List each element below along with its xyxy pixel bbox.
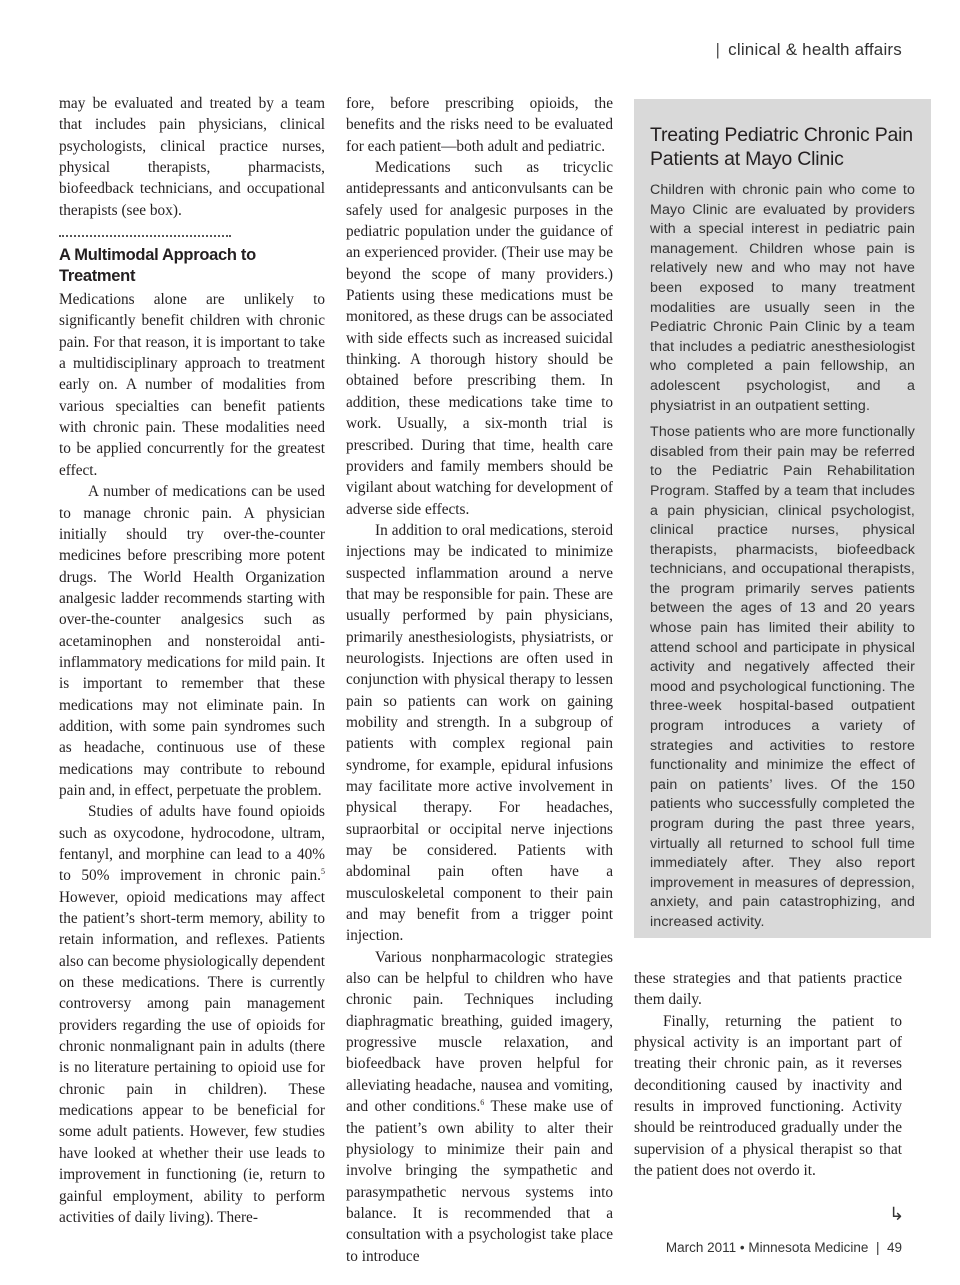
paragraph-text: Various nonpharmacologic strategies also can be helpful to children who have chronic pain. Techniques including diaphragmatic breathing, guided imagery, progressive muscle relaxation, and biofeedback have proven helpful for alleviating headache, nausea and vomiting, and other conditions. (346, 948, 613, 1116)
column-1 (59, 93, 325, 1228)
paragraph-text: Studies of adults have found opioids such as oxycodone, hydrocodone, ultram, fentanyl, and morphine can lead to a 40% to 50% improvement in chronic pain. (59, 803, 325, 885)
continued-arrow-icon: ↳ (889, 1204, 905, 1224)
footer-divider: | (872, 1240, 884, 1255)
column-2 (346, 93, 613, 1267)
running-head (716, 40, 902, 60)
paragraph: Finally, returning the patient to physical activity is an important part of treating their chronic pain, as it reverses deconditioning caused by inactivity and results in improved functioning. Activity should be reintroduced gradually under the supervision of a physical therapist so that the patient does not overdo it. (634, 1012, 902, 1180)
paragraph: these strategies and that patients practice them daily. (634, 970, 902, 1009)
page-footer (666, 1240, 902, 1255)
header-divider: | (715, 40, 721, 59)
paragraph: fore, before prescribing opioids, the benefits and the risks need to be evaluated for each patient—both adult and pediatric. (346, 95, 613, 155)
reference-superscript[interactable]: 5 (321, 867, 325, 877)
paragraph-text: However, opioid medications may affect the patient’s short-term memory, ability to retain information, and reflexes. Patients also can become physiologically dependent on these medications. There is currently controversy among pain management providers regarding the use of opioids for chronic nonmalignant pain in adults (there is no literature pertaining to opioid use for chronic pain in children). These medications appear to be beneficial for some adult patients. However, few studies have looked at whether their use leads to improvement in functioning (ie, return to gainful employment, ability to perform activities of daily living). There- (59, 888, 325, 1226)
issue-info: March 2011 • Minnesota Medicine (665, 1240, 869, 1255)
paragraph (59, 801, 325, 1228)
column-3 (634, 968, 902, 1181)
sidebar-paragraph: Those patients who are more functionally disabled from their pain may be referred to the Pediatric Pain Rehabilitation Program. Staffed by a team that includes a pain physician, clinical psychologist, clinical practice nurses, physical therapists, pharmacists, biofeedback technicians, and occupational therapists, the program primarily serves patients between the ages of 13 and 20 years whose pain has limited their ability to attend school and participate in physical activity and negatively affected their mood and psychological functioning. The three-week hospital-based outpatient program introduces a variety of strategies and activities to restore functionality and minimize the effect of pain on patients’ lives. Of the 150 patients who successfully completed the program during the past three years, virtually all returned to school full time immediately after. They also report improvement in measures of depression, anxiety, and pain catastrophizing, and increased activity. (650, 424, 915, 930)
sidebar-paragraph: Children with chronic pain who come to Mayo Clinic are evaluated by providers with a special interest in pediatric pain management. Children whose pain is relatively new and who may not have been exposed to many treatment modalities are usually seen in the Pediatric Chronic Pain Clinic by a team that includes a pediatric anesthesiologist who completed a pain fellowship, an adolescent psychologist, and a physiatrist in an outpatient setting. (650, 182, 915, 414)
paragraph: may be evaluated and treated by a team that includes pain physicians, clinical psychologists, clinical practice nurses, physical therapists, pharmacists, biofeedback technicians, and occupational therapists (see box). (59, 95, 325, 219)
paragraph: Medications alone are unlikely to significantly benefit children with chronic pain. For that reason, it is important to take a multidisciplinary approach to treatment early on. A number of modalities from various specialties can benefit patients with chronic pain. These modalities need to be applied concurrently for the greatest effect. (59, 291, 325, 479)
page-number: 49 (886, 1240, 902, 1255)
sidebar-box (634, 99, 931, 938)
paragraph (346, 947, 613, 1267)
paragraph: Medications such as tricyclic antidepressants and anticonvulsants can be safely used for analgesic purposes in the pediatric population under the guidance of an experienced provider. (Their use may be beyond the scope of many providers.) Patients using these medications must be monitored, as these drugs can be associated with side effects such as increased suicidal thinking. A thorough history should be obtained before prescribing them. In addition, these medications take time to work. Usually, a six-month trial is prescribed. During that time, health care providers and family members should be vigilant about watching for development of adverse side effects. (346, 159, 613, 518)
paragraph: A number of medications can be used to manage chronic pain. A physician initially should try over-the-counter medicines before prescribing more potent drugs. The World Health Organization analgesic ladder recommends starting with over-the-counter analgesics such as acetaminophen and nonsteroidal anti-inflammatory medications for mild pain. It is important to remember that these medications may not eliminate pain. In addition, with some pain syndromes such as headache, continuous use of these medications may contribute to rebound pain and, in effect, perpetuate the problem. (59, 483, 325, 799)
paragraph: In addition to oral medications, steroid injections may be indicated to minimize suspected inflammation around a nerve that may be responsible for pain. These are usually performed by pain physicians, primarily anesthesiologists, physiatrists, or neurologists. Injections are often used in conjunction with physical therapy to lessen pain so patients can work on gaining mobility and strength. In a subgroup of patients with complex regional pain syndrome, for example, epidural infusions may facilitate more active involvement in physical therapy. For headaches, supraorbital or occipital nerve injections may be considered. Patients with abdominal pain often have a musculoskeletal component to their pain and may benefit from a trigger point injection. (346, 521, 613, 945)
sidebar-title: Treating Pediatric Chronic Pain Patients at Mayo Clinic (650, 124, 913, 170)
section-title: clinical & health affairs (728, 40, 902, 59)
reference-superscript[interactable]: 6 (480, 1098, 485, 1108)
section-divider (59, 235, 231, 237)
section-heading: A Multimodal Approach to Treatment (59, 246, 256, 286)
paragraph-text: These make use of the patient’s own ability to alter their physiology to minimize their pain and involve bringing the sympathetic and parasympathetic nervous systems into balance. It is recommended that a consultation with a psychologist take place to introduce (346, 1098, 613, 1265)
